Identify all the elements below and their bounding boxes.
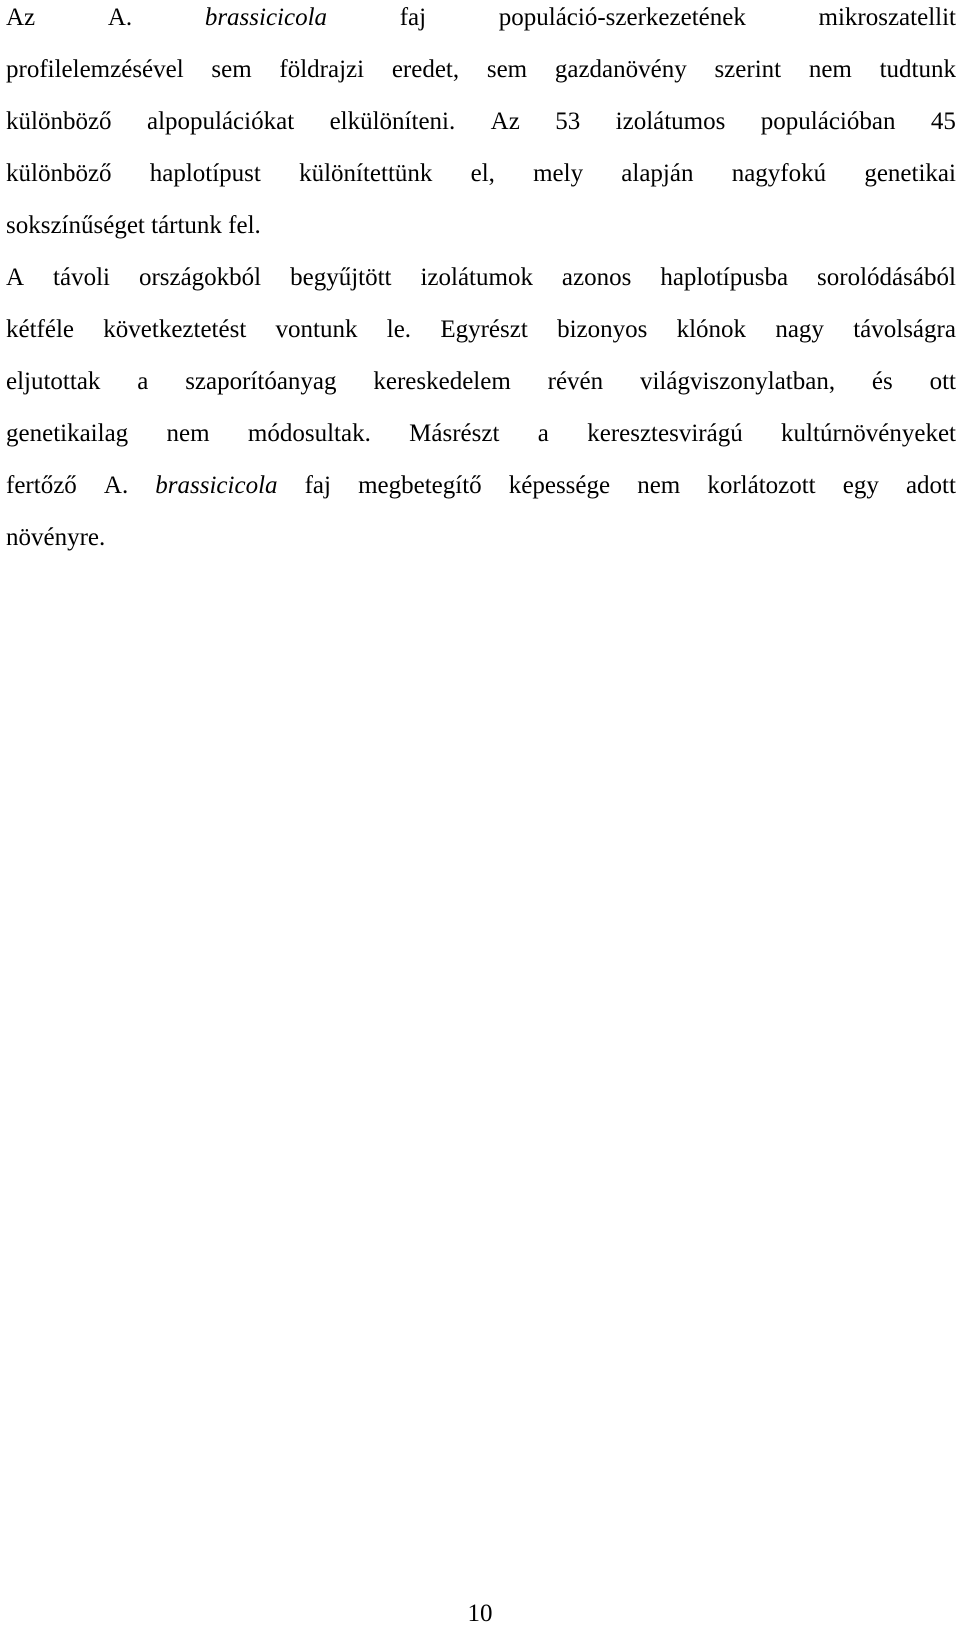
word: adott [905, 472, 956, 499]
word: és [871, 368, 893, 395]
word: mely [533, 160, 584, 187]
italic-word: brassicicola [204, 4, 328, 31]
word: keresztesvirágú [587, 420, 743, 447]
word: Az [6, 4, 36, 31]
word: izolátumos [615, 108, 726, 135]
word: begyűjtött [290, 264, 392, 291]
word: izolátumok [420, 264, 533, 291]
word: szaporítóanyag [185, 368, 337, 395]
word: sem [486, 56, 528, 83]
word: megbetegítő [358, 472, 482, 499]
word: populáció-szerkezetének [498, 4, 746, 31]
word: országokból [138, 264, 262, 291]
word: Másrészt [409, 420, 500, 447]
word: fertőző [6, 472, 77, 499]
word: tudtunk [879, 56, 956, 83]
word: kétféle [6, 316, 75, 343]
word: eljutottak [6, 368, 101, 395]
word: haplotípusba [660, 264, 789, 291]
word: sorolódásából [817, 264, 956, 291]
word: Egyrészt [440, 316, 528, 343]
word: távolságra [853, 316, 956, 343]
word: alapján [621, 160, 694, 187]
text-line [6, 0, 956, 52]
word: ott [929, 368, 956, 395]
word: különböző [6, 108, 112, 135]
word: 45 [930, 108, 956, 135]
word: vontunk [275, 316, 358, 343]
word: le. [386, 316, 412, 343]
word: 53 [555, 108, 581, 135]
word: képessége [508, 472, 611, 499]
word: azonos [561, 264, 632, 291]
word: faj [399, 4, 427, 31]
word: nem [166, 420, 210, 447]
word: sem [211, 56, 252, 83]
text-line [6, 156, 956, 208]
word: módosultak. [247, 420, 371, 447]
text-line [6, 260, 956, 312]
text-line [6, 52, 956, 104]
word: klónok [676, 316, 747, 343]
word: kultúrnövényeket [781, 420, 956, 447]
word: szerint [714, 56, 782, 83]
page-number: 10 [467, 1600, 493, 1627]
word: bizonyos [557, 316, 648, 343]
word: profilelemzésével [6, 56, 184, 83]
word: A [6, 264, 25, 291]
word: mikroszatellit [818, 4, 956, 31]
word: révén [547, 368, 604, 395]
word: nem [808, 56, 852, 83]
text-line-last: növényre. [6, 524, 106, 551]
italic-word: brassicicola [155, 472, 278, 499]
text-line [6, 416, 956, 468]
word: nagy [775, 316, 824, 343]
text-line [6, 468, 956, 520]
word: egy [842, 472, 879, 499]
word: a [137, 368, 149, 395]
word: következtetést [103, 316, 247, 343]
text-line [6, 364, 956, 416]
word: faj [304, 472, 331, 499]
word: Az [490, 108, 520, 135]
word: földrajzi [279, 56, 365, 83]
word: haplotípust [149, 160, 261, 187]
text-line-last: sokszínűséget tártunk fel. [6, 212, 261, 239]
text-line [6, 104, 956, 156]
word: A. [103, 472, 129, 499]
word: távoli [53, 264, 110, 291]
word: genetikailag [6, 420, 129, 447]
word: nem [637, 472, 681, 499]
word: el, [470, 160, 495, 187]
word: különítettünk [299, 160, 433, 187]
word: gazdanövény [554, 56, 687, 83]
word: genetikai [864, 160, 956, 187]
word: a [537, 420, 549, 447]
word: korlátozott [707, 472, 816, 499]
word: világviszonylatban, [639, 368, 836, 395]
word: elkülöníteni. [329, 108, 456, 135]
word: populációban [760, 108, 896, 135]
word: kereskedelem [373, 368, 511, 395]
word: alpopulációkat [146, 108, 295, 135]
word: A. [107, 4, 133, 31]
word: nagyfokú [731, 160, 827, 187]
word: eredet, [391, 56, 460, 83]
text-line [6, 312, 956, 364]
word: különböző [6, 160, 112, 187]
